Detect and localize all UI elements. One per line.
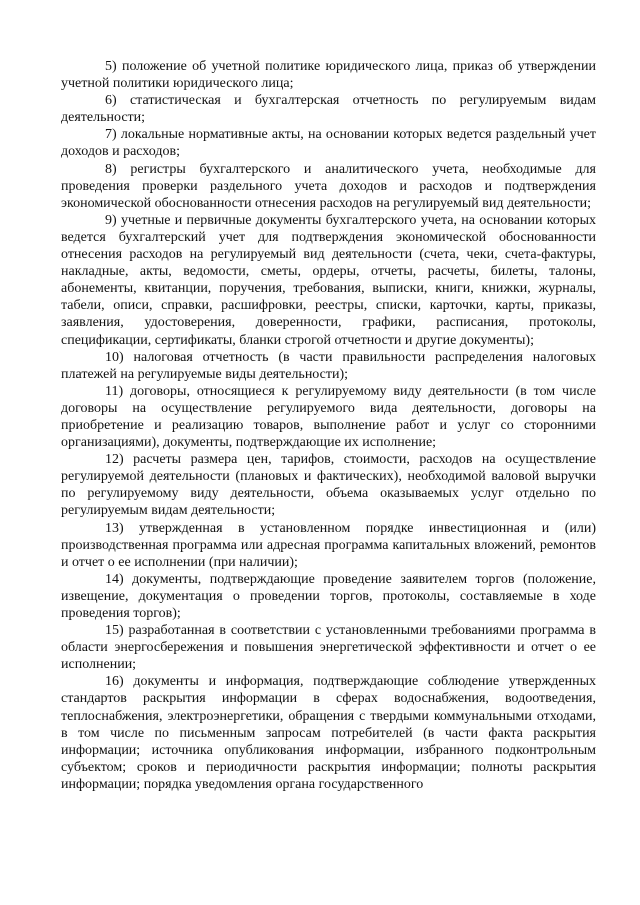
list-item-10: 10) налоговая отчетность (в части правильности распределения налоговых платежей на регулируемые виды деятельности);	[61, 349, 596, 382]
list-item-12: 12) расчеты размера цен, тарифов, стоимости, расходов на осуществление регулируемой деятельности (плановых и фактических), необходимой валовой выручки по регулируемому виду деятельности, объема оказываемых услуг отдельно по регулируемым видам деятельности;	[61, 452, 596, 519]
list-item-7: 7) локальные нормативные акты, на основании которых ведется раздельный учет доходов и расходов;	[61, 127, 596, 160]
list-item-5: 5) положение об учетной политике юридического лица, приказ об утверждении учетной политики юридического лица;	[61, 59, 596, 92]
list-item-8: 8) регистры бухгалтерского и аналитического учета, необходимые для проведения проверки раздельного учета доходов и расходов и подтверждения экономической обоснованности отнесения расходов на регулируемый вид деятельности;	[61, 161, 596, 211]
list-item-14: 14) документы, подтверждающие проведение заявителем торгов (положение, извещение, документация о проведении торгов, протоколы, составляемые в ходе проведения торгов);	[61, 571, 596, 621]
list-item-13: 13) утвержденная в установленном порядке инвестиционная и (или) производственная программа или адресная программа капитальных вложений, ремонтов и отчет о ее исполнении (при наличии);	[61, 520, 596, 570]
list-item-9: 9) учетные и первичные документы бухгалтерского учета, на основании которых ведется бухгалтерский учет для подтверждения экономической обоснованности отнесения расходов на регулируемый вид деятельности (счета, чеки, счета-фактуры, накладные, акты, ведомости, сметы, ордеры, отчеты, расчеты, билеты, талоны, абонементы, квитанции, поручения, требования, выписки, книги, книжки, журналы, табели, описи, справки, расшифровки, реестры, списки, карточки, карты, приказы, заявления, удостоверения, доверенности, графики, расписания, протоколы, спецификации, сертификаты, бланки строгой отчетности и другие документы);	[61, 212, 596, 348]
list-item-15: 15) разработанная в соответствии с установленными требованиями программа в области энергосбережения и повышения энергетической эффективности и отчет о ее исполнении;	[61, 623, 596, 673]
list-item-16: 16) документы и информация, подтверждающие соблюдение утвержденных стандартов раскрытия информации в сферах водоснабжения, водоотведения, теплоснабжения, электроэнергетики, обращения с твердыми коммунальными отходами, в том числе по письменным запросам потребителей (в части факта раскрытия информации; источника опубликования информации, избранного подконтрольным субъектом; сроков и периодичности раскрытия информации; полноты раскрытия информации; порядка уведомления органа государственного	[61, 674, 596, 792]
document-page	[61, 58, 596, 793]
list-item-11: 11) договоры, относящиеся к регулируемому виду деятельности (в том числе договоры на осуществление регулируемого вида деятельности, договоры на приобретение и реализацию товаров, выполнение работ и услуг со сторонними организациями), документы, подтверждающие их исполнение;	[61, 383, 596, 451]
list-item-6: 6) статистическая и бухгалтерская отчетность по регулируемым видам деятельности;	[61, 93, 596, 126]
